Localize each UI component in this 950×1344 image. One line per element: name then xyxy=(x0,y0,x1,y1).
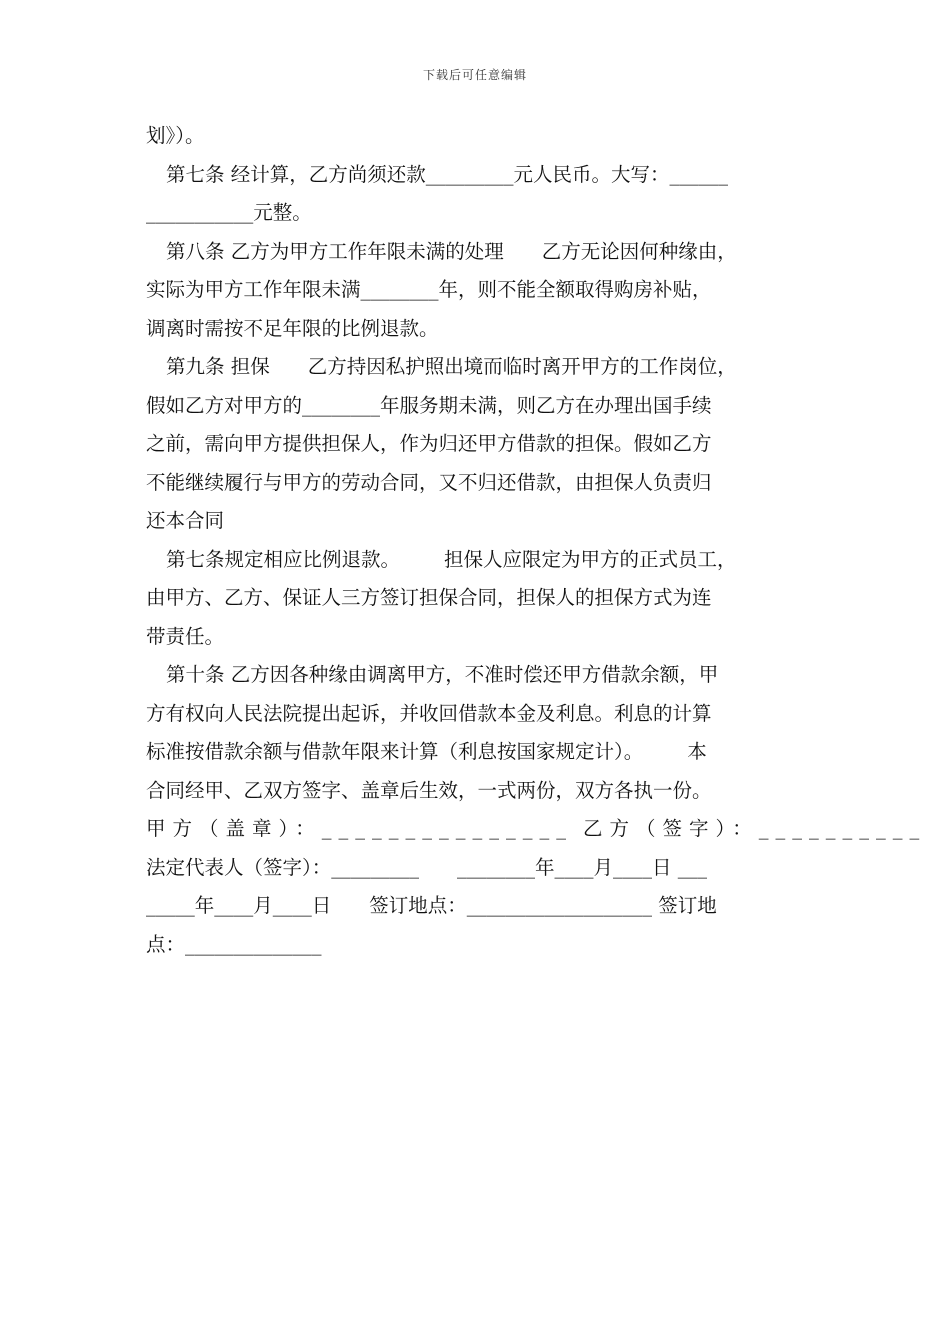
text-line: 调离时需按不足年限的比例退款。 xyxy=(146,316,439,340)
text-line: ___________元整。 xyxy=(146,201,312,224)
guarantor-clause: 担保人应限定为甲方的正式员工， xyxy=(444,547,737,571)
interest-clause: 标准按借款余额与借款年限来计算（利息按国家规定计）。 xyxy=(146,740,644,763)
contract-body xyxy=(146,117,927,964)
date-party-a: ________年____月____日 ___ xyxy=(457,855,707,879)
text-line: 之前，需向甲方提供担保人，作为归还甲方借款的担保。假如乙方 xyxy=(146,432,712,455)
text-line: 由甲方、乙方、保证人三方签订担保合同，担保人的担保方式为连 xyxy=(146,586,712,609)
refund-clause: 第七条规定相应比例退款。 xyxy=(166,547,401,571)
article-8-title: 第八条 乙方为甲方工作年限未满的处理 xyxy=(166,239,504,263)
text-line xyxy=(146,541,810,580)
text-line xyxy=(146,733,810,772)
text-line: 实际为甲方工作年限未满________年，则不能全额取得购房补贴， xyxy=(146,278,712,301)
article-7: 第七条 经计算，乙方尚须还款_________元人民币。大写：______ xyxy=(166,162,728,186)
date-party-b: _____年____月____日 xyxy=(146,894,332,917)
text-line: 假如乙方对甲方的________年服务期未满，则乙方在办理出国手续 xyxy=(146,393,712,417)
article-9-title: 第九条 担保 xyxy=(166,355,270,378)
party-b-signature: 乙方（签字）：__________ xyxy=(583,817,927,840)
text-line: 方有权向人民法院提出起诉，并收回借款本金及利息。利息的计算 xyxy=(146,701,712,725)
legal-representative: 法定代表人（签字）：_________ xyxy=(146,855,420,879)
article-8 xyxy=(146,233,810,272)
page-header: 下载后可任意编辑 xyxy=(422,68,527,82)
article-9-text: 乙方持因私护照出境而临时离开甲方的工作岗位， xyxy=(307,355,737,378)
signing-place-end: 点：______________ xyxy=(146,932,322,956)
article-10: 第十条 乙方因各种缘由调离甲方，不准时偿还甲方借款余额，甲 xyxy=(166,663,719,686)
text-line: 带责任。 xyxy=(146,624,225,648)
signing-place: 签订地点：___________________ 签订地 xyxy=(369,894,717,917)
text-line: 不能继续履行与甲方的劳动合同，又不归还借款，由担保人负责归 xyxy=(146,470,712,494)
signature-line-parties xyxy=(146,810,927,849)
text-line: 划》）。 xyxy=(146,124,205,147)
text-line: 还本合同 xyxy=(146,509,225,532)
signature-line-representative xyxy=(146,849,810,888)
text-line: 合同经甲、乙双方签字、盖章后生效，一式两份，双方各执一份。 xyxy=(146,778,712,802)
article-8-text: 乙方无论因何种缘由， xyxy=(541,239,737,263)
party-a-seal: 甲方（盖章）：_______________ xyxy=(146,817,574,840)
text-fragment: 本 xyxy=(687,740,707,763)
article-9 xyxy=(146,348,810,387)
signature-line-date xyxy=(146,887,810,926)
